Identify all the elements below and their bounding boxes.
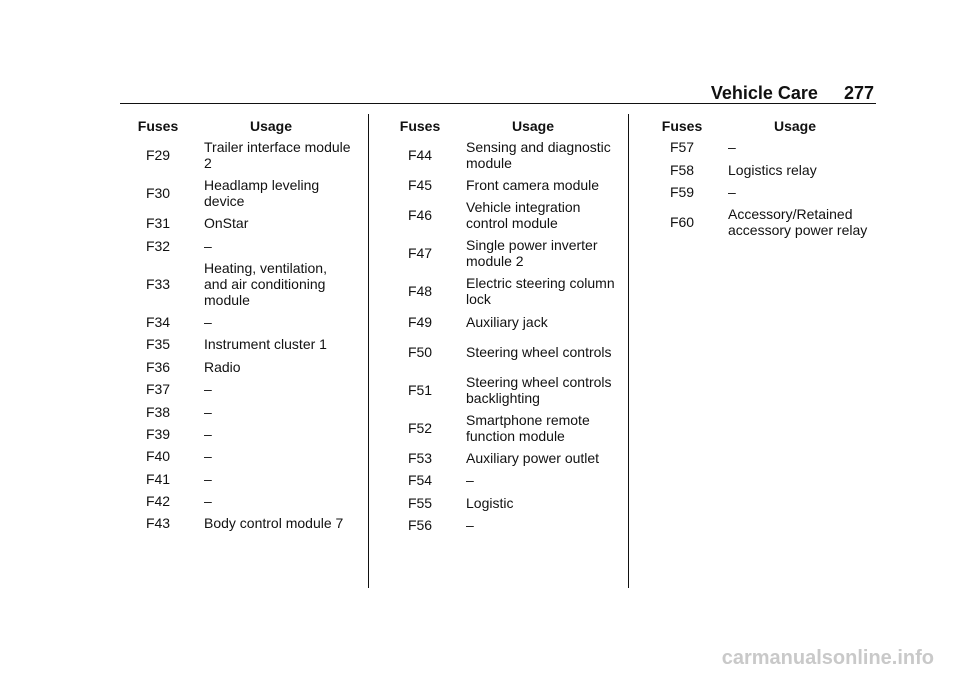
table-row xyxy=(644,203,878,241)
fuse-table-3 xyxy=(644,116,878,241)
fuse-usage: – xyxy=(466,472,474,489)
fuse-usage: – xyxy=(204,403,212,420)
fuse-usage: Steering wheel controls xyxy=(466,343,612,360)
fuse-usage: Front camera module xyxy=(466,177,600,194)
fuse-id: F60 xyxy=(669,214,695,231)
fuse-usage: – xyxy=(204,425,212,442)
fuse-usage: – xyxy=(728,139,736,156)
table-row xyxy=(382,310,616,332)
table-row xyxy=(120,512,354,534)
table-row xyxy=(120,468,354,490)
table-row xyxy=(382,409,616,447)
table-row xyxy=(382,196,616,234)
fuse-usage: Radio xyxy=(204,358,241,375)
fuse-id: F30 xyxy=(145,185,171,201)
fuse-usage: Trailer interface module 2 xyxy=(204,139,351,171)
fuse-usage: – xyxy=(728,183,736,200)
usage-header: Usage xyxy=(249,118,293,134)
fuse-usage: – xyxy=(204,381,212,398)
fuse-id: F33 xyxy=(145,275,171,292)
table-row xyxy=(120,311,354,333)
page-header xyxy=(711,83,874,104)
table-row xyxy=(120,490,354,512)
table-row xyxy=(382,333,616,371)
fuse-id: F59 xyxy=(669,183,695,200)
fuse-id: F37 xyxy=(145,381,171,398)
table-row xyxy=(120,378,354,400)
table-row xyxy=(382,136,616,174)
fuse-id: F29 xyxy=(145,147,171,163)
table-row xyxy=(120,234,354,256)
fuse-usage: Auxiliary jack xyxy=(466,313,548,330)
fuse-usage: Instrument cluster 1 xyxy=(204,336,327,353)
fuse-id: F55 xyxy=(407,494,433,511)
fuse-id: F48 xyxy=(407,283,433,300)
table-header xyxy=(120,116,354,136)
fuse-usage: Vehicle integration control module xyxy=(466,199,581,232)
fuses-header: Fuses xyxy=(661,118,703,134)
table-row xyxy=(382,272,616,310)
table-header xyxy=(644,116,878,136)
table-row xyxy=(120,212,354,234)
fuse-table-1 xyxy=(120,116,354,535)
fuse-id: F36 xyxy=(145,358,171,375)
fuse-id: F46 xyxy=(407,207,433,224)
watermark-text: carmanualsonline.info xyxy=(721,647,934,669)
fuses-header: Fuses xyxy=(399,118,441,134)
header-rule xyxy=(120,103,876,104)
fuse-table-2 xyxy=(382,116,616,536)
usage-header: Usage xyxy=(511,118,555,134)
fuse-usage: Heating, ventilation, and air conditioning module xyxy=(204,259,327,308)
table-row xyxy=(644,158,878,180)
fuse-id: F44 xyxy=(407,147,433,163)
table-row xyxy=(382,174,616,196)
column-divider-1 xyxy=(368,114,369,588)
fuse-id: F58 xyxy=(669,161,695,178)
fuse-usage: – xyxy=(204,313,212,330)
fuses-header: Fuses xyxy=(137,118,179,134)
fuse-usage: Auxiliary power outlet xyxy=(466,449,600,466)
fuse-id: F31 xyxy=(145,215,171,232)
table-row xyxy=(382,492,616,514)
table-row xyxy=(120,136,354,174)
fuse-id: F39 xyxy=(145,425,171,442)
fuse-id: F51 xyxy=(407,381,433,398)
fuse-id: F41 xyxy=(145,470,171,487)
fuse-usage: – xyxy=(466,517,474,534)
fuse-id: F45 xyxy=(407,177,433,194)
fuse-id: F43 xyxy=(145,515,171,532)
fuse-id: F52 xyxy=(407,419,433,436)
fuse-usage: Headlamp leveling device xyxy=(204,177,320,209)
fuse-id: F40 xyxy=(145,448,171,465)
fuse-id: F49 xyxy=(407,313,433,330)
table-row xyxy=(644,136,878,158)
fuse-usage: Sensing and diagnostic module xyxy=(466,139,611,171)
table-row xyxy=(120,400,354,422)
table-row xyxy=(120,174,354,212)
fuse-id: F56 xyxy=(407,517,433,534)
fuse-id: F34 xyxy=(145,313,171,330)
table-row xyxy=(120,356,354,378)
fuse-usage: OnStar xyxy=(204,215,249,232)
column-divider-2 xyxy=(628,114,629,588)
table-row xyxy=(120,333,354,355)
fuse-id: F42 xyxy=(145,493,171,510)
table-row xyxy=(120,257,354,311)
fuse-usage: – xyxy=(204,448,212,465)
fuse-usage: Single power inverter module 2 xyxy=(466,237,598,270)
table-header xyxy=(382,116,616,136)
table-row xyxy=(382,371,616,409)
fuse-id: F32 xyxy=(145,237,171,254)
fuse-id: F50 xyxy=(407,343,433,360)
fuse-id: F57 xyxy=(669,139,695,156)
table-row xyxy=(382,469,616,491)
fuse-usage: Accessory/Retained accessory power relay xyxy=(728,206,868,239)
table-row xyxy=(644,181,878,203)
fuse-usage: – xyxy=(204,470,212,487)
table-row xyxy=(382,514,616,536)
fuse-usage: – xyxy=(204,237,212,254)
table-row xyxy=(382,234,616,272)
fuse-usage: Electric steering column lock xyxy=(466,275,615,308)
table-row xyxy=(382,447,616,469)
section-title: Vehicle Care xyxy=(710,83,818,103)
page-number: 277 xyxy=(843,83,874,103)
fuse-usage: Logistics relay xyxy=(728,161,817,178)
fuse-usage: Logistic xyxy=(466,494,514,511)
fuse-usage: Body control module 7 xyxy=(204,515,344,532)
table-row xyxy=(120,445,354,467)
fuse-usage: Smartphone remote function module xyxy=(466,411,590,444)
fuse-id: F38 xyxy=(145,403,171,420)
fuse-id: F54 xyxy=(407,472,433,489)
fuse-usage: Steering wheel controls backlighting xyxy=(466,373,612,406)
fuse-id: F47 xyxy=(407,245,433,262)
fuse-usage: – xyxy=(204,493,212,510)
table-row xyxy=(120,423,354,445)
fuse-id: F35 xyxy=(145,336,171,353)
usage-header: Usage xyxy=(773,118,817,134)
fuse-id: F53 xyxy=(407,449,433,466)
